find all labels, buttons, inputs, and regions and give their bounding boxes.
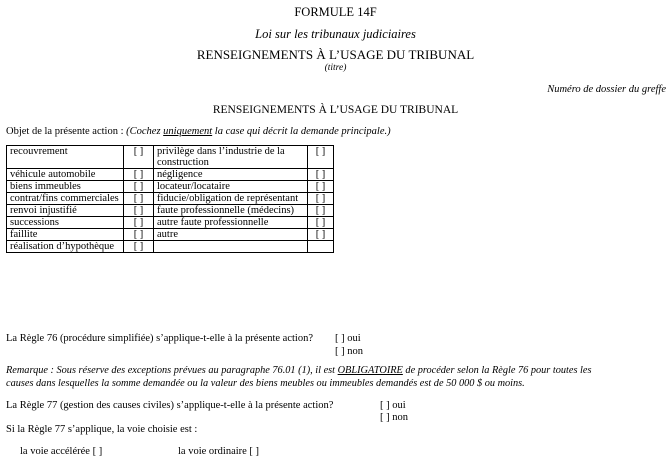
action-type-label: fiducie/obligation de représentant <box>154 193 308 205</box>
rule76-oui[interactable]: [ ] oui <box>335 333 361 344</box>
table-row <box>7 169 334 181</box>
action-type-label <box>154 241 308 253</box>
rule77-question: La Règle 77 (gestion des causes civiles) s’applique-t-elle à la présente action? <box>6 400 334 411</box>
action-type-checkbox <box>308 241 334 253</box>
action-type-label: recouvrement <box>7 146 124 169</box>
action-type-checkbox[interactable]: [ ] <box>124 169 154 181</box>
action-type-checkbox[interactable]: [ ] <box>308 169 334 181</box>
action-type-checkbox[interactable]: [ ] <box>124 217 154 229</box>
instruction-post: la case qui décrit la demande principale.) <box>214 126 391 137</box>
section-title: RENSEIGNEMENTS À L’USAGE DU TRIBUNAL <box>212 104 459 116</box>
action-type-label: véhicule automobile <box>7 169 124 181</box>
form-number: FORMULE 14F <box>294 5 377 19</box>
document-title: RENSEIGNEMENTS À L’USAGE DU TRIBUNAL <box>196 47 475 62</box>
action-type-label: autre <box>154 229 308 241</box>
objet-label: Objet de la présente action : <box>6 126 124 137</box>
action-type-checkbox[interactable]: [ ] <box>124 181 154 193</box>
action-type-label: renvoi injustifié <box>7 205 124 217</box>
action-type-label: réalisation d’hypothèque <box>7 241 124 253</box>
action-type-label: contrat/fins commerciales <box>7 193 124 205</box>
rule76-non[interactable]: [ ] non <box>335 346 363 357</box>
remarque-pre: Remarque : Sous réserve des exceptions prévues au paragraphe 76.01 (1), il est <box>6 365 336 376</box>
instruction-underlined: uniquement <box>163 126 213 137</box>
table-row <box>7 193 334 205</box>
action-type-checkbox[interactable]: [ ] <box>308 217 334 229</box>
action-type-label: faute professionnelle (médecins) <box>154 205 308 217</box>
action-type-label: autre faute professionnelle <box>154 217 308 229</box>
action-type-checkbox[interactable]: [ ] <box>308 181 334 193</box>
track-question: Si la Règle 77 s’applique, la voie choisie est : <box>6 424 198 435</box>
ordinary-track-option[interactable]: la voie ordinaire [ ] <box>178 446 260 457</box>
rule76-question: La Règle 76 (procédure simplifiée) s’applique-t-elle à la présente action? <box>6 333 313 344</box>
law-name: Loi sur les tribunaux judiciaires <box>255 27 416 41</box>
action-type-label: négligence <box>154 169 308 181</box>
action-type-label: privilège dans l’industrie de la construction <box>154 146 308 169</box>
remarque-post: de procéder selon la Règle 76 pour toutes les <box>405 365 592 376</box>
fast-track-option[interactable]: la voie accélérée [ ] <box>20 446 103 457</box>
action-type-label: faillite <box>7 229 124 241</box>
action-type-label: locateur/locataire <box>154 181 308 193</box>
table-row <box>7 241 334 253</box>
instruction-pre: (Cochez <box>126 126 161 137</box>
action-type-label: successions <box>7 217 124 229</box>
court-file-number-label: Numéro de dossier du greffe <box>547 84 666 95</box>
title-note: (titre) <box>324 63 347 73</box>
action-type-checkbox[interactable]: [ ] <box>124 193 154 205</box>
table-row <box>7 229 334 241</box>
table-row <box>7 181 334 193</box>
action-type-checkbox[interactable]: [ ] <box>308 229 334 241</box>
rule77-oui[interactable]: [ ] oui <box>380 400 406 411</box>
table-row <box>7 217 334 229</box>
objet-instruction <box>126 126 391 137</box>
remarque-line1 <box>6 365 592 377</box>
action-type-checkbox[interactable]: [ ] <box>124 146 154 169</box>
action-type-checkbox[interactable]: [ ] <box>124 205 154 217</box>
remarque-line2: causes dans lesquelles la somme demandée ou la valeur des biens meubles ou immeubles demandés est de 50 000 $ ou moins. <box>6 378 525 389</box>
action-type-checkbox[interactable]: [ ] <box>124 241 154 253</box>
action-type-checkbox[interactable]: [ ] <box>308 193 334 205</box>
action-type-label: biens immeubles <box>7 181 124 193</box>
table-row <box>7 146 334 169</box>
table-row <box>7 205 334 217</box>
remarque-obligatoire: OBLIGATOIRE <box>337 365 403 376</box>
rule77-non[interactable]: [ ] non <box>380 412 408 423</box>
action-type-checkbox[interactable]: [ ] <box>308 146 334 169</box>
objet-line <box>6 126 391 138</box>
action-type-checkbox[interactable]: [ ] <box>308 205 334 217</box>
action-type-checkbox[interactable]: [ ] <box>124 229 154 241</box>
action-type-table <box>6 145 334 253</box>
